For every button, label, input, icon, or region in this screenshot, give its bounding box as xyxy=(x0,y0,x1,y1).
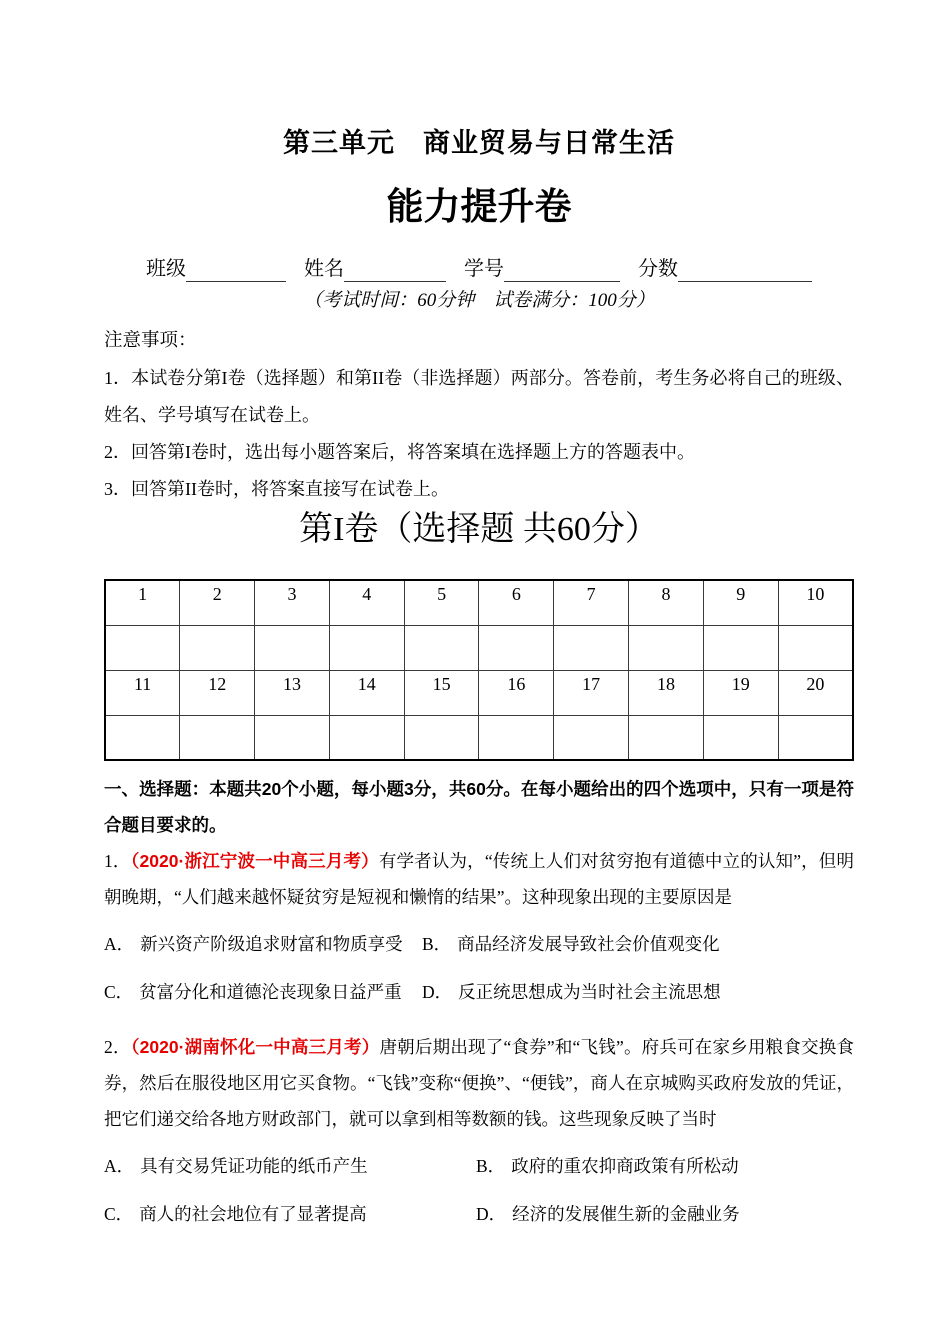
question-number-cell: 4 xyxy=(329,580,404,625)
question-number-cell: 2 xyxy=(180,580,255,625)
note-item-1: 1．本试卷分第I卷（选择题）和第II卷（非选择题）两部分。答卷前，考生务必将自己的班级、姓名、学号填写在试卷上。 xyxy=(104,368,854,425)
answer-cell[interactable] xyxy=(554,625,629,670)
option-c-label: C． xyxy=(104,982,134,1002)
question-2 xyxy=(104,1029,854,1227)
note-item-2: 2．回答第I卷时，选出每小题答案后，将答案填在选择题上方的答题表中。 xyxy=(104,442,695,462)
score-label: 分数 xyxy=(638,258,678,280)
question-1-number: 1． xyxy=(104,851,131,871)
question-number-cell: 1 xyxy=(105,580,180,625)
question-number-cell: 20 xyxy=(778,670,853,715)
question-number-cell: 5 xyxy=(404,580,479,625)
option-a-text: 具有交易凭证功能的纸币产生 xyxy=(140,1156,368,1176)
option-a-label: A． xyxy=(104,934,135,954)
answer-cell[interactable] xyxy=(329,715,404,760)
question-number-cell: 8 xyxy=(629,580,704,625)
option-c-text: 贫富分化和道德沦丧现象日益严重 xyxy=(139,982,402,1002)
question-number-cell: 18 xyxy=(629,670,704,715)
question-number-cell: 14 xyxy=(329,670,404,715)
answer-cell[interactable] xyxy=(778,715,853,760)
question-1-options-row-1 xyxy=(104,931,854,957)
name-field xyxy=(304,256,446,282)
answer-table-answer-row-1 xyxy=(105,625,853,670)
paper-title: 能力提升卷 xyxy=(386,186,572,227)
answer-cell[interactable] xyxy=(554,715,629,760)
answer-table-number-row-2 xyxy=(105,670,853,715)
class-blank[interactable] xyxy=(186,258,286,282)
option-d-text: 反正统思想成为当时社会主流思想 xyxy=(458,982,721,1002)
answer-sheet-table xyxy=(104,579,854,761)
answer-cell[interactable] xyxy=(255,715,330,760)
question-1-source: （2020·浙江宁波一中高三月考） xyxy=(130,851,379,871)
option-d-text: 经济的发展催生新的金融业务 xyxy=(512,1204,740,1224)
notes-list xyxy=(104,360,854,508)
answer-cell[interactable] xyxy=(180,715,255,760)
question-2-source: （2020·湖南怀化一中高三月考） xyxy=(130,1037,380,1057)
question-2-options-row-2 xyxy=(104,1201,854,1227)
answer-cell[interactable] xyxy=(703,715,778,760)
answer-table-answer-row-2 xyxy=(105,715,853,760)
question-1-option-a[interactable] xyxy=(104,931,422,957)
answer-cell[interactable] xyxy=(778,625,853,670)
question-1-option-c[interactable] xyxy=(104,979,422,1005)
question-2-text: 唐朝后期出现了“食券”和“飞钱”。府兵可在家乡用粮食交换食券，然后在服役地区用它买食物。“飞钱”变称“便换”、“便钱”，商人在京城购买政府发放的凭证，把它们递交给各地方财政部门，就可以拿到相等数额的钱。这些现象反映了当时 xyxy=(104,1037,854,1129)
question-number-cell: 6 xyxy=(479,580,554,625)
answer-cell[interactable] xyxy=(479,625,554,670)
option-c-text: 商人的社会地位有了显著提高 xyxy=(139,1204,367,1224)
question-number-cell: 11 xyxy=(105,670,180,715)
question-number-cell: 16 xyxy=(479,670,554,715)
question-number-cell: 10 xyxy=(778,580,853,625)
answer-cell[interactable] xyxy=(404,625,479,670)
class-label: 班级 xyxy=(146,258,186,280)
question-2-options-row-1 xyxy=(104,1153,854,1179)
note-item-3: 3．回答第II卷时，将答案直接写在试卷上。 xyxy=(104,479,449,499)
question-1-option-d[interactable] xyxy=(422,979,721,1005)
answer-cell[interactable] xyxy=(629,625,704,670)
question-2-option-d[interactable] xyxy=(476,1201,740,1227)
option-c-label: C． xyxy=(104,1204,134,1224)
option-a-text: 新兴资产阶级追求财富和物质享受 xyxy=(140,934,403,954)
answer-cell[interactable] xyxy=(105,625,180,670)
notes-title: 注意事项： xyxy=(104,331,197,351)
answer-cell[interactable] xyxy=(329,625,404,670)
score-blank[interactable] xyxy=(678,258,812,282)
question-2-stem xyxy=(104,1029,854,1137)
student-id-label: 学号 xyxy=(464,258,504,280)
question-2-option-b[interactable] xyxy=(476,1153,739,1179)
section-1-instructions: 一、选择题：本题共20个小题，每小题3分，共60分。在每小题给出的四个选项中，只有一项是符合题目要求的。 xyxy=(104,779,854,835)
question-number-cell: 9 xyxy=(703,580,778,625)
student-id-field xyxy=(464,256,620,282)
question-number-cell: 15 xyxy=(404,670,479,715)
option-b-text: 政府的重农抑商政策有所松动 xyxy=(511,1156,739,1176)
question-2-option-c[interactable] xyxy=(104,1201,476,1227)
answer-cell[interactable] xyxy=(404,715,479,760)
question-number-cell: 13 xyxy=(255,670,330,715)
answer-table-number-row-1 xyxy=(105,580,853,625)
student-id-blank[interactable] xyxy=(504,258,620,282)
question-1-option-b[interactable] xyxy=(422,931,720,957)
section-1-title: 第I卷（选择题 共60分） xyxy=(299,511,659,548)
answer-cell[interactable] xyxy=(255,625,330,670)
question-1-text: 有学者认为，“传统上人们对贫穷抱有道德中立的认知”，但明朝晚期，“人们越来越怀疑贫穷是短视和懒惰的结果”。这种现象出现的主要原因是 xyxy=(104,851,854,907)
answer-cell[interactable] xyxy=(703,625,778,670)
answer-cell[interactable] xyxy=(479,715,554,760)
question-1-stem xyxy=(104,843,854,915)
answer-cell[interactable] xyxy=(105,715,180,760)
option-d-label: D． xyxy=(476,1204,507,1224)
exam-time-info: （考试时间：60分钟 试卷满分：100分） xyxy=(303,290,655,311)
question-1 xyxy=(104,843,854,1005)
option-a-label: A． xyxy=(104,1156,135,1176)
option-b-text: 商品经济发展导致社会价值观变化 xyxy=(457,934,720,954)
class-field xyxy=(146,256,286,282)
option-d-label: D． xyxy=(422,982,453,1002)
answer-cell[interactable] xyxy=(629,715,704,760)
option-b-label: B． xyxy=(476,1156,506,1176)
question-number-cell: 12 xyxy=(180,670,255,715)
question-number-cell: 17 xyxy=(554,670,629,715)
answer-cell[interactable] xyxy=(180,625,255,670)
question-1-options-row-2 xyxy=(104,979,854,1005)
option-b-label: B． xyxy=(422,934,452,954)
question-2-option-a[interactable] xyxy=(104,1153,476,1179)
name-blank[interactable] xyxy=(344,258,446,282)
question-number-cell: 7 xyxy=(554,580,629,625)
student-info-line xyxy=(104,256,854,282)
question-2-number: 2． xyxy=(104,1037,131,1057)
name-label: 姓名 xyxy=(304,258,344,280)
question-number-cell: 19 xyxy=(703,670,778,715)
unit-title: 第三单元 商业贸易与日常生活 xyxy=(283,128,675,158)
score-field xyxy=(638,256,812,282)
question-number-cell: 3 xyxy=(255,580,330,625)
